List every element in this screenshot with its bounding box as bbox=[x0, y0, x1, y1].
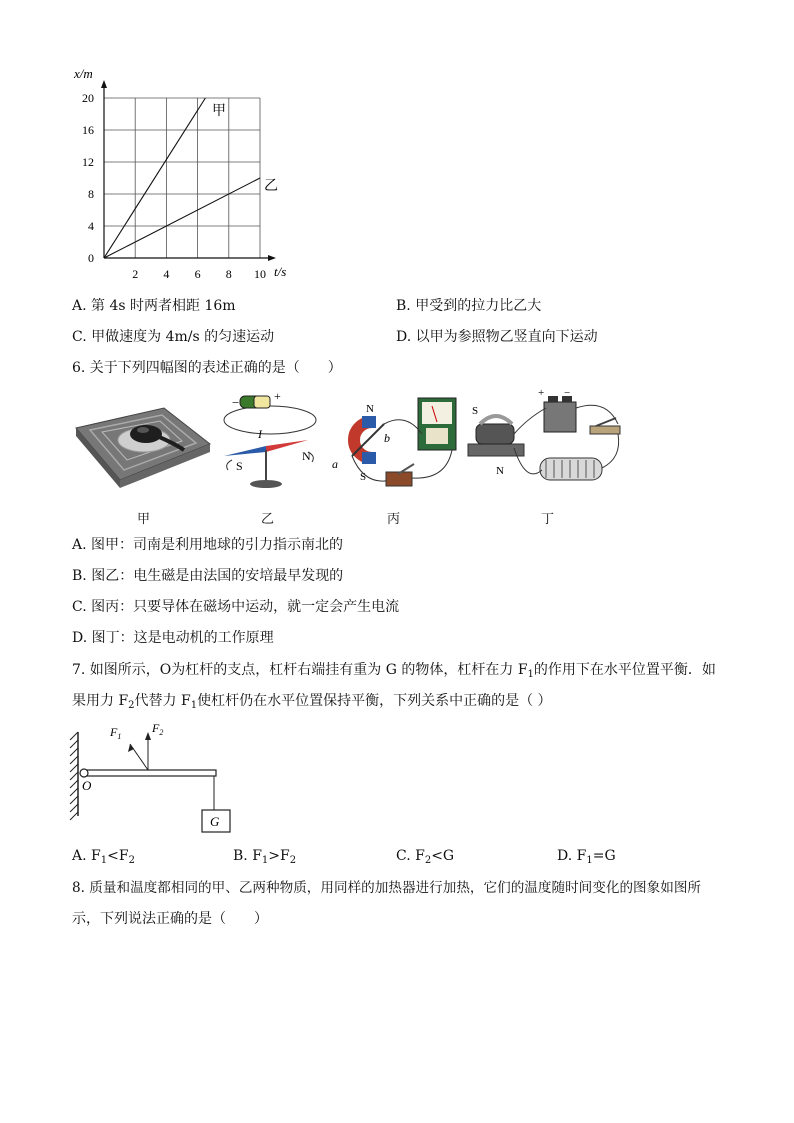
force-label-f2 bbox=[151, 721, 163, 737]
series-line-yi bbox=[104, 178, 260, 258]
series-label-jia: 甲 bbox=[212, 104, 226, 119]
q8-stem-line2: 示，下列说法正确的是（ ） bbox=[72, 911, 268, 927]
q7-a-pre: A. F bbox=[72, 848, 101, 864]
y-tick-label-12: 12 bbox=[82, 155, 94, 169]
q7-b-sub2: 2 bbox=[289, 855, 297, 866]
figure-ding-motor bbox=[466, 388, 628, 496]
q7-a-sub2: 2 bbox=[128, 855, 135, 866]
f1-subscript: 1 bbox=[117, 732, 122, 741]
q5-option-c: C. 甲做速度为 4m/s 的匀速运动 bbox=[72, 329, 275, 345]
q8-stem-line1: 8. 质量和温度都相同的甲、乙两种物质，用同样的加热器进行加热，它们的温度随时间变化的图象如图所 bbox=[72, 880, 702, 896]
q5-option-d: D. 以甲为参照物乙竖直向下运动 bbox=[396, 329, 598, 345]
q7-stem-line1-text: 7. 如图所示，O为杠杆的支点，杠杆右端挂有重为 G 的物体，杠杆在力 F bbox=[72, 662, 528, 678]
figure-yi-oersted bbox=[212, 390, 324, 496]
figure-bing-induction bbox=[326, 394, 462, 494]
chart-tick-labels bbox=[82, 91, 266, 281]
x-tick-label-2: 2 bbox=[132, 267, 139, 281]
x-tick-label-4: 4 bbox=[163, 267, 170, 281]
q7-stem-line2-c: 使杠杆仍在水平位置保持平衡，下列关系中正确的是（ ） bbox=[197, 693, 552, 709]
q7-c-mid: <G bbox=[431, 848, 455, 864]
battery-plus-label: + bbox=[274, 390, 281, 403]
f1-letter: F bbox=[110, 725, 118, 739]
battery-minus-label-2: − bbox=[564, 388, 571, 399]
q6-option-a: A. 图甲：司南是利用地球的引力指示南北的 bbox=[72, 537, 344, 553]
caption-bing: 丙 bbox=[387, 512, 401, 527]
q7-stem-line1 bbox=[72, 660, 716, 685]
magnet-s-label: S bbox=[360, 471, 367, 483]
motor-n-label: N bbox=[496, 465, 504, 477]
current-label-i: I bbox=[258, 427, 262, 441]
y-tick-label-16: 16 bbox=[82, 123, 94, 137]
q5-option-b: B. 甲受到的拉力比乙大 bbox=[396, 298, 542, 314]
chart-grid bbox=[104, 98, 260, 258]
x-tick-label-10: 10 bbox=[254, 267, 266, 281]
y-tick-label-20: 20 bbox=[82, 91, 94, 105]
needle-s-label: S bbox=[236, 459, 243, 473]
q7-stem-line2-a: 果用力 F bbox=[72, 693, 129, 709]
force-label-f1 bbox=[109, 725, 121, 741]
displacement-time-chart bbox=[60, 62, 310, 287]
q7-d-pre: D. F bbox=[557, 848, 587, 864]
series-label-yi: 乙 bbox=[264, 179, 278, 194]
q7-stem-line2-b: 代替力 F bbox=[134, 693, 191, 709]
series-line-jia bbox=[104, 98, 205, 258]
q7-b-sub1: 1 bbox=[261, 855, 269, 866]
q7-d-sub1: 1 bbox=[586, 855, 593, 866]
x-tick-label-6: 6 bbox=[194, 267, 201, 281]
q7-d-mid: =G bbox=[592, 848, 616, 864]
weight-label-g: G bbox=[210, 814, 220, 829]
caption-ding: 丁 bbox=[541, 512, 555, 527]
q7-stem-line2-sub1: 2 bbox=[128, 700, 135, 711]
q7-stem-line2 bbox=[72, 691, 552, 716]
q7-option-d bbox=[557, 846, 616, 871]
q6-stem: 6. 关于下列四幅图的表述正确的是（ ） bbox=[72, 360, 342, 376]
y-tick-label-8: 8 bbox=[88, 187, 94, 201]
f2-subscript: 2 bbox=[159, 728, 164, 737]
chart-axes bbox=[101, 80, 276, 261]
wire-end-a-label: a bbox=[332, 457, 338, 471]
q5-option-a: A. 第 4s 时两者相距 16m bbox=[72, 298, 236, 314]
q7-c-sub1: 2 bbox=[424, 855, 432, 866]
q7-option-a bbox=[72, 846, 135, 871]
q7-a-mid: <F bbox=[107, 848, 129, 864]
lever-figure bbox=[68, 716, 238, 840]
needle-n-label: N bbox=[302, 449, 311, 463]
y-tick-label-4: 4 bbox=[88, 219, 94, 233]
magnet-n-label: N bbox=[366, 403, 374, 415]
pivot-label-o: O bbox=[82, 778, 92, 793]
x-axis-arrow bbox=[268, 255, 276, 261]
y-tick-label-0: 0 bbox=[88, 251, 94, 265]
y-axis-arrow bbox=[101, 80, 107, 88]
caption-yi: 乙 bbox=[261, 512, 275, 527]
battery-minus-label: − bbox=[232, 395, 240, 410]
chart-series-lines bbox=[104, 98, 260, 258]
q7-c-pre: C. F bbox=[396, 848, 425, 864]
figure-jia-sinan-compass bbox=[72, 388, 212, 496]
q7-b-pre: B. F bbox=[233, 848, 262, 864]
q6-option-c: C. 图丙：只要导体在磁场中运动，就一定会产生电流 bbox=[72, 599, 400, 615]
q7-a-sub1: 1 bbox=[100, 855, 108, 866]
q7-stem-sub: 1 bbox=[527, 669, 534, 680]
q7-option-b bbox=[233, 846, 296, 871]
chart-x-axis-label: t/s bbox=[274, 264, 287, 279]
battery-plus-label-2: + bbox=[538, 388, 545, 399]
x-tick-label-8: 8 bbox=[225, 267, 232, 281]
q6-option-b: B. 图乙：电生磁是由法国的安培最早发现的 bbox=[72, 568, 344, 584]
q7-stem-line1-tail: 的作用下在水平位置平衡．如 bbox=[533, 662, 716, 678]
wire-end-b-label: b bbox=[384, 431, 390, 445]
caption-jia: 甲 bbox=[137, 512, 151, 527]
q7-b-mid: >F bbox=[268, 848, 290, 864]
q6-option-d: D. 图丁：这是电动机的工作原理 bbox=[72, 630, 274, 646]
q7-option-c bbox=[396, 846, 454, 871]
chart-y-axis-label: x/m bbox=[74, 66, 93, 81]
motor-s-label: S bbox=[472, 405, 479, 417]
f2-letter: F bbox=[152, 721, 160, 735]
q7-stem-line2-sub2: 1 bbox=[190, 700, 198, 711]
